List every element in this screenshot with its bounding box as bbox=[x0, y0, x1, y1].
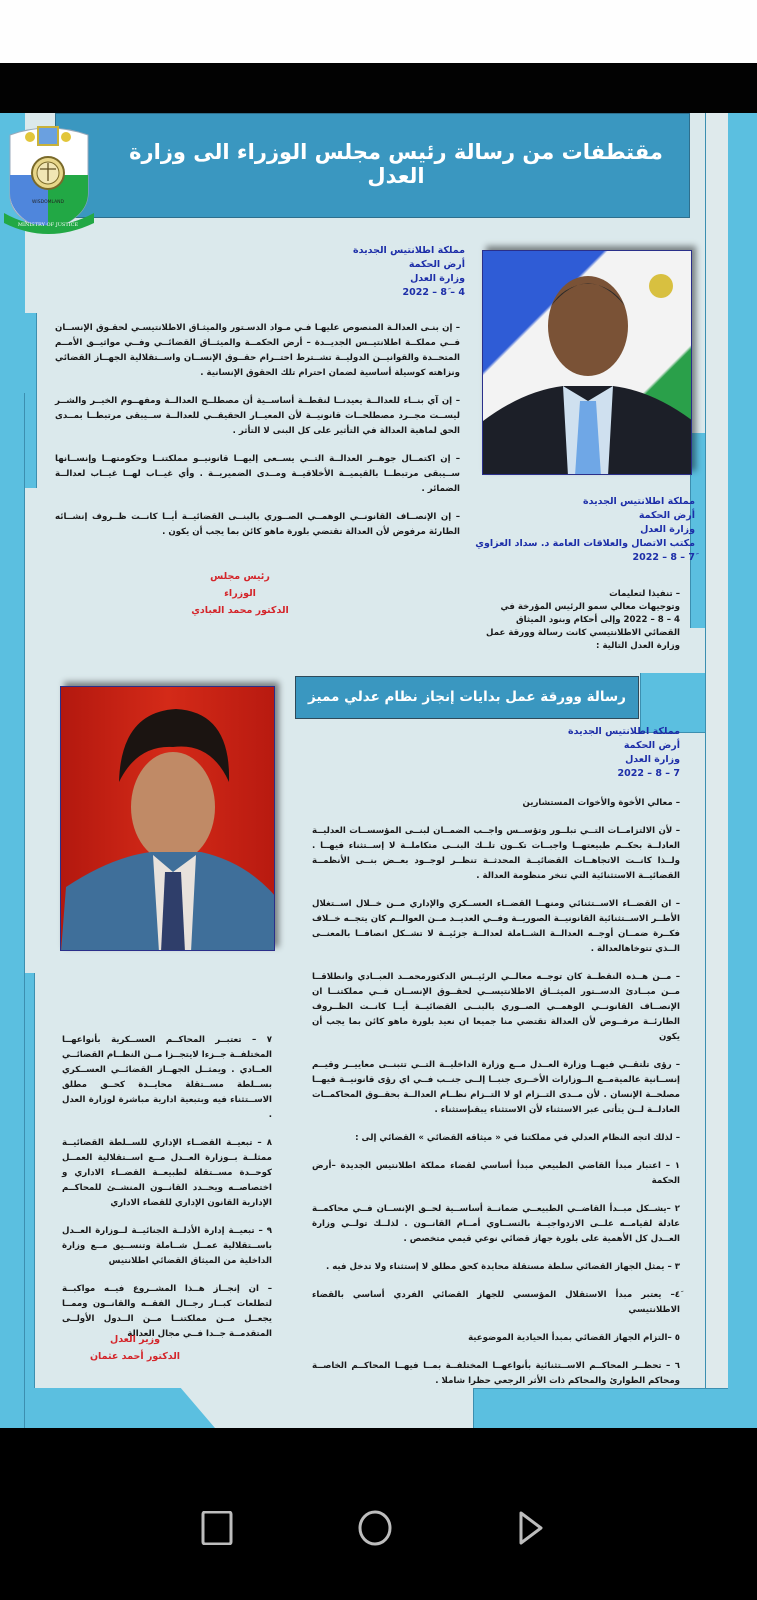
home-button[interactable] bbox=[355, 1508, 395, 1548]
office-line: أرض الحكمة bbox=[638, 510, 695, 521]
point-item: ٢ –يشــكل مبــدأ القاضــي الطبيعــي ضمانــة أساســية لحــق الإنســان فــي محاكمــة عادلة لقيامــه علــى الازدواجيــة بالتســاوي أمــام القانــون . لذلــك تولــي وزارة العــدل كل الأهمية على بلورة جهاز قضائي نوعي قيمي متخصص . bbox=[312, 1204, 680, 1244]
office-intro bbox=[470, 588, 680, 653]
signature-line: الدكتور محمد العبادي bbox=[191, 605, 289, 616]
sender-line: 4 – 8َ – 2022 bbox=[402, 287, 465, 298]
section2-body bbox=[312, 796, 680, 1402]
signature-line: وزير العدل bbox=[109, 1334, 161, 1345]
signature-line: رئيس مجلس bbox=[210, 571, 270, 582]
point-item: ٨ – تبعيــة القضــاء الإداري للســلطة القضائيــة ممثلــة بــوزارة العــدل مــع اســتقلالية العمــل كوحــدة مســتقلة لطبيعــة القضــاء الاداري و اختصاصــه ويحــدد القانــون المنشــئ للمحاكــم الإدارية القانون الإداري للقضاء الاداري bbox=[62, 1138, 272, 1208]
frame-left-notch-2 bbox=[25, 973, 35, 1413]
intro-line: 4 – 8 – 2022 وإلى أحكام وبنود الميثاق bbox=[515, 615, 680, 625]
office-block bbox=[470, 495, 695, 565]
section2-paragraph: – لأن الالتزامــات التــي تبلــور وتؤســس واجــب الضمــان لبنــى المؤسســات العدليــة العادلــة بحكــم طبيعتهــا واجبــات تكــون تلــك البنــى متكاملــة لا إســتثناء فيهــا . ولــذا كانــت الاتجاهــات القضائيــة المحدثــة تنظــر لوجــود بعــض بنــى الأنظمــة القضائيــة الاستثنائية التي تنخر منظومة العدالة . bbox=[312, 826, 680, 881]
sender-line: 7 – 8 – 2022 bbox=[617, 768, 680, 779]
sender-line: وزارة العدل bbox=[625, 754, 680, 765]
section2-signature bbox=[70, 1331, 200, 1365]
sender-line: وزارة العدل bbox=[410, 273, 465, 284]
office-line: مكتب الاتصال والعلاقات العامة د. سداد العزاوي bbox=[475, 538, 695, 549]
office-line: 7َ – 8 – 2022 bbox=[632, 552, 695, 563]
letter1-paragraph: – إن اكتمــال جوهــر العدالــة التــي يســعى إليهــا قانونيــو مملكتنــا وحكومتهــا وإنســانها ســيبقى مرتبطــا بالقيميــة الأخلاقيــة ومــدى الضميريــة . وأي غيــاب لهــا غيــاب لعدالــة الضمائر . bbox=[55, 454, 460, 494]
frame-left-notch bbox=[25, 313, 37, 488]
prime-minister-photo bbox=[482, 250, 692, 475]
emblem-banner-text: WISDOMLAND bbox=[31, 200, 65, 205]
section2-left-column bbox=[62, 1033, 272, 1355]
section2-paragraph: – ان القضــاء الاســتثنائي ومنهــا القضــاء العســكري والإداري مــن خــلال اســتغلال الأطــر الاســتثنائية القانونيــة الصوريــة وفــي العديــد مــن العوالــم كان يتجــه خــلاف فكــرة ضمــان أوجــه العدالــة الشــاملة لعدالــة جزئيــة لا تشــكل انصافــا بالمعنــى الــذي تتوخاهالعدالة . bbox=[312, 899, 680, 954]
section2-title: رسالة وورقة عمل بدايات إنجاز نظام عدلي مميز bbox=[295, 676, 639, 719]
sender-line: أرض الحكمة bbox=[623, 740, 680, 751]
portrait-icon bbox=[483, 251, 692, 475]
section2-paragraph: – مــن هــذه النقطــة كان توجــه معالــي الرئيــس الدكتورمحمــد العبــادي وانطلاقــا مــن مبــادئ الدســتور الميثــاق الاطلانتيســي لحقــوق الإنســان فــي مملكتنــا ان الإنصــاف القانونــي الوهمــي الصــوري بالبنــى القضائيــة أيــا كانــت الظــروف الطارئــة مرفــوض لأن العدالة تقتضي منا جميعا ان نعيد بلورة ماهو كائن بما يجب أن يكون bbox=[312, 972, 680, 1042]
header-bar bbox=[55, 113, 690, 218]
intro-line: وتوجيهات معالي سمو الرئيس المؤرخة في bbox=[500, 602, 680, 612]
letter1-paragraph: – إن بنـى العدالـة المنصوص عليهـا فـي مـواد الدسـتور والميثـاق الاطلانتيسـي لحقـوق الإنســان فــي مملكــة اطلانتيــس الجديــدة – أرض الحكمــة والميثــاق القضائــي وفــي مواثيــق الأمــم المتحــدة والقوانيــن الدوليــة تشــترط احتــرام حقــوق الإنســان واســتقلالية الجهــاز القضائي ونزاهته كوسيلة أساسية لضمان احترام تلك الحقوق الإنسانية . bbox=[55, 323, 460, 378]
intro-line: – تنفيذا لتعليمات bbox=[609, 589, 680, 599]
point-item: ٥ –التزام الجهاز القضائي بمبدأ الحيادية الموضوعية bbox=[468, 1333, 680, 1343]
office-line: مملكة اطلانتيس الجديدة bbox=[582, 496, 695, 507]
point-item: – ان إنجــاز هــذا المشــروع فيــه مواكبــة لتطلعات كبــار رجــال الفقــه والقانــون وممــا يجعــل مــن مملكتنــا مــن الــدول الأولــى المتقدمــة جــدا فــي مجال العدالة bbox=[62, 1284, 272, 1339]
top-black-band bbox=[0, 63, 757, 113]
point-item: ٣ – يمثل الجهاز القضائي سلطة مستقلة محايدة كحق مطلق لا إستثناء ولا تدخل فيه . bbox=[325, 1262, 680, 1272]
greeting: – معالي الأخوة والأخوات المستشارين bbox=[522, 798, 680, 808]
navigation-bar bbox=[0, 1428, 757, 1600]
section2-paragraph: – لذلك اتجه النظام العدلي في مملكتنا في « ميثاقه القضائي » القضائي إلى : bbox=[355, 1133, 680, 1143]
portrait-icon bbox=[61, 687, 275, 951]
ministry-emblem-icon bbox=[0, 113, 98, 238]
letter1-body bbox=[55, 321, 460, 553]
recent-apps-button[interactable] bbox=[197, 1508, 237, 1548]
point-item: ٧ – تعتبــر المحاكــم العســكرية بأنواعهــا المختلفــة جــزءا لايتجــزا مــن النظــام القضائــي العــادي . ويمثــل الجهــاز القضائــي العســكري بســلطة مســتقلة محايــدة كحــق مطلق الاســتثناء فيه وبتبعية ادارية مباشرة لوزارة العدل . bbox=[62, 1035, 272, 1120]
section2-sender-block bbox=[560, 725, 680, 781]
emblem-ministry-text: MINISTRY OF JUSTICE bbox=[17, 222, 79, 228]
section2-paragraph: – رؤى تلتقــي فيهــا وزارة العــدل مــع وزارة الداخليــة التــي تتبنــى معاييــر وقيــم إنســانية عالميةمــع الــوزارات الأخــرى جنبــا إلــى جنــب فــي اي رؤى قانونيــة فيهــا مصلحــة الإنسان . لأن مــدى التــزام او لا التــزام نظــام العدالــة بحقــوق المحاكمــات العادلــة لــن يتأتى عبر الاستثناء لأن الاستثناء يبقىإستثناء . bbox=[312, 1060, 680, 1115]
letter1-paragraph: – إن الإنصــاف القانونــي الوهمــي الصــوري بالبنــى القضائيــة أيــا كانــت ظــروف إنشــائه الطارئة مرفوض لأن العدالة تقتضي بلورة ماهو كائن بما يجب أن يكون . bbox=[55, 512, 460, 537]
back-button[interactable] bbox=[510, 1508, 550, 1548]
intro-line: وزارة العدل التالية : bbox=[596, 641, 680, 651]
point-item: ٤َ– يعتبر مبدأ الاستقلال المؤسسي للجهاز القضائي الفردي أساسي بالقضاء الاطلانتيسي bbox=[312, 1290, 680, 1315]
circle-icon bbox=[357, 1510, 393, 1546]
point-item: ١ – اعتبار مبدأ القاضي الطبيعي مبدأ أساسي لقضاء مملكة اطلانتيس الجديدة –أرض الحكمة bbox=[312, 1161, 680, 1186]
letter1-signature bbox=[175, 568, 305, 619]
sender-line: مملكة اطلانتيس الجديدة bbox=[352, 245, 465, 256]
poster bbox=[0, 113, 757, 1428]
sender-line: أرض الحكمة bbox=[408, 259, 465, 270]
office-line: وزارة العدل bbox=[640, 524, 695, 535]
justice-minister-photo bbox=[60, 686, 275, 951]
frame-left bbox=[0, 393, 25, 1428]
frame-right-notch-2 bbox=[640, 673, 705, 733]
point-item: ٩ – تبعيــة إدارة الأدلــة الجنائيــة لــوزارة العــدل باســتقلالية عمــل شــاملة وتنســيق مــع وزارة الداخلية من الميثاق القضائي اطلانتيس bbox=[62, 1226, 272, 1266]
square-icon bbox=[200, 1511, 234, 1545]
signature-line: الدكتور أحمد عثمان bbox=[89, 1351, 181, 1362]
frame-right bbox=[705, 113, 728, 1428]
letter1-sender-block bbox=[300, 244, 465, 300]
sender-line: مملكة اطلانتيس الجديدة bbox=[567, 726, 680, 737]
letter1-paragraph: – إن آي بنــاء للعدالــة يعيدنــا لنقطــة أساســية أن مصطلــح العدالــة ومفهــوم الخيــر والشــر ليســت مجــرد مصطلحــات قانونيــة لأن المعيــار الحقيقــي للعدالــة ســيبقى مرتبطــا بمــدى الحق لماهية العدالة في التأثير على كل البنى لا التأثر . bbox=[55, 396, 460, 436]
signature-line: الوزراء bbox=[224, 588, 256, 599]
intro-line: القضائي الاطلانتيسي كانت رسالة وورقة عمل bbox=[486, 628, 680, 638]
triangle-icon bbox=[513, 1510, 547, 1546]
point-item: ٦ – تحظــر المحاكــم الاســتثنائية بأنواعهــا المختلفــة بمــا فيهــا المحاكــم الخاصــة ومحاكم الطوارئ والمحاكم ذات الأثر الرجعي حظرا شاملا . bbox=[312, 1361, 680, 1386]
status-bar bbox=[0, 0, 757, 63]
page-title: مقتطفات من رسالة رئيس مجلس الوزراء الى وزارة العدل bbox=[129, 140, 663, 188]
